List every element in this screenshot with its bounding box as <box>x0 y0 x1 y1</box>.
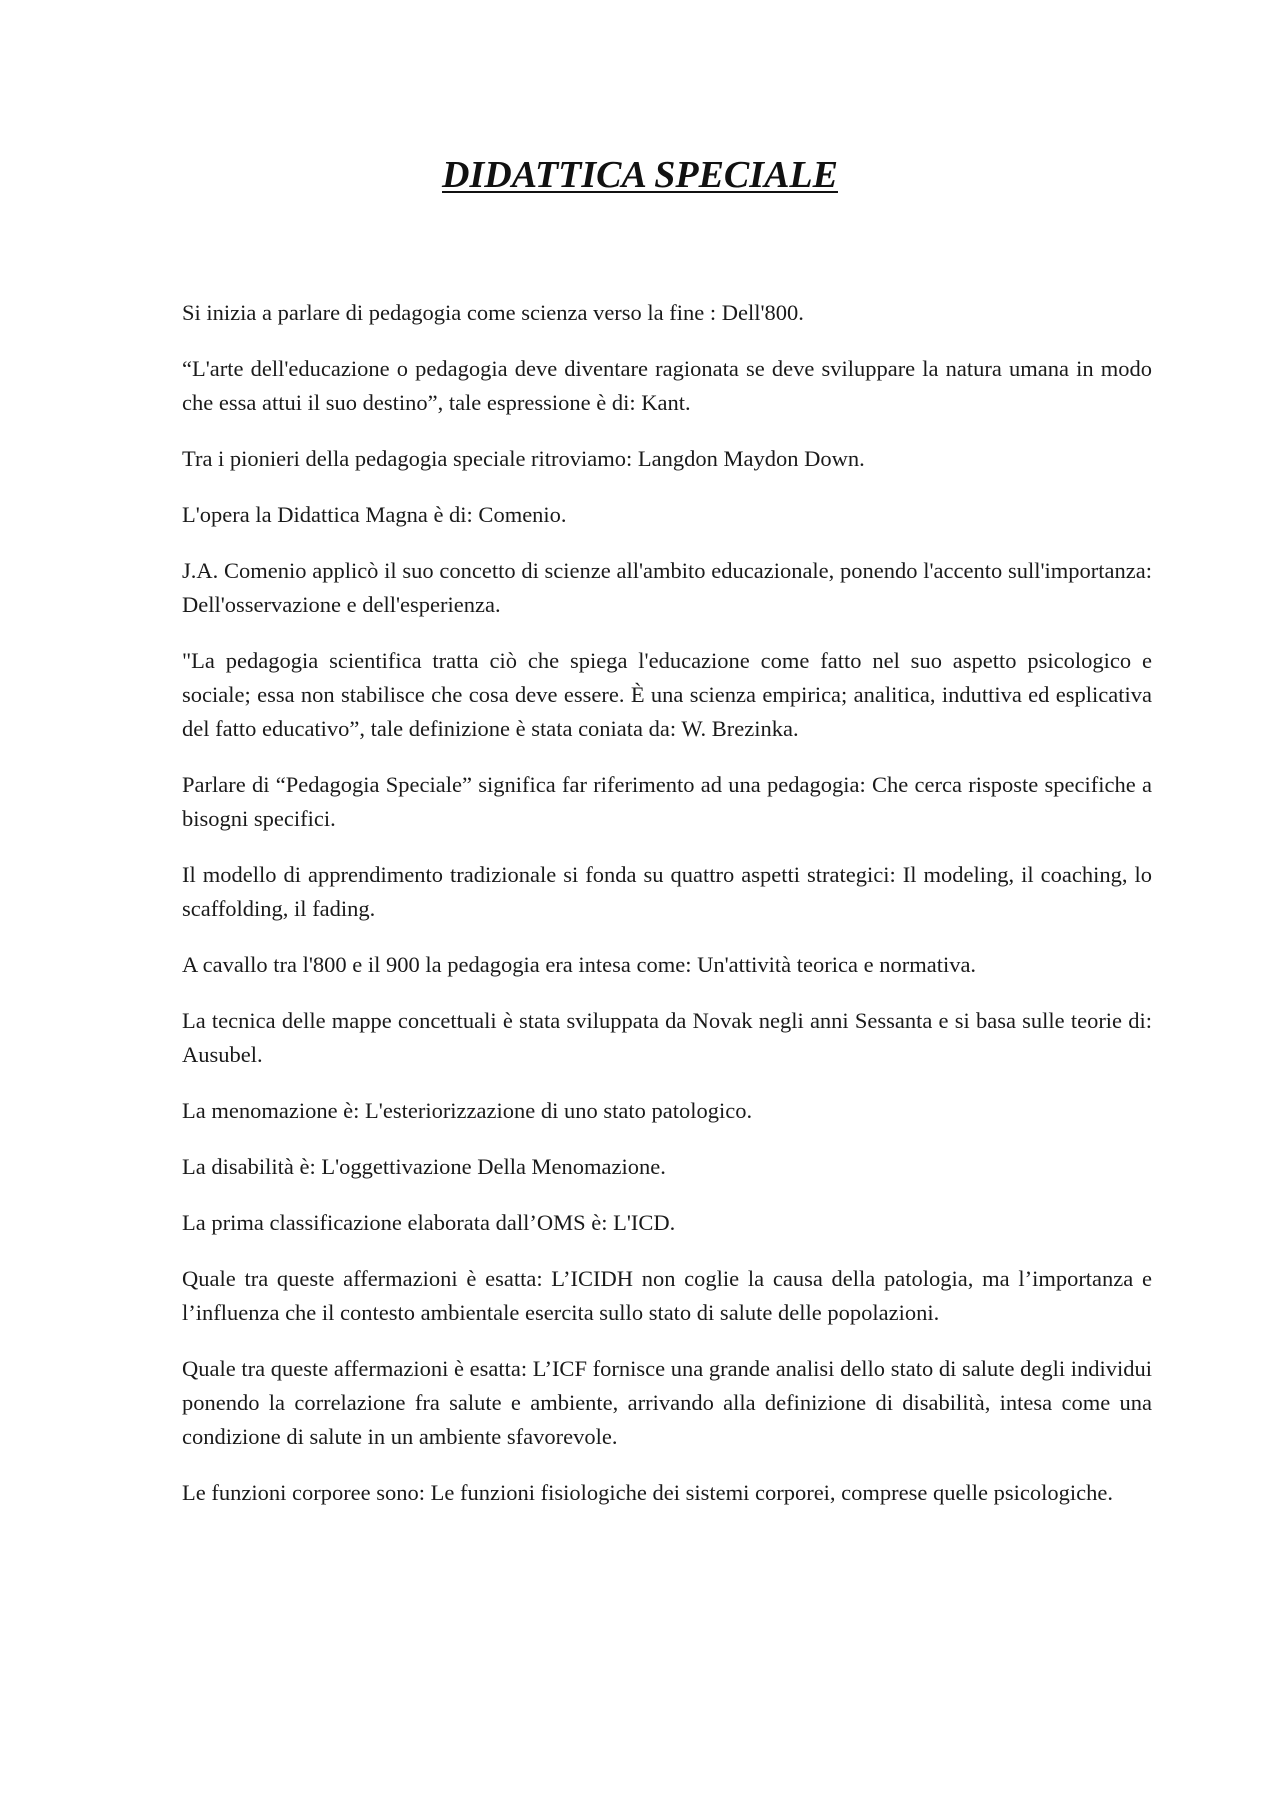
paragraph: Si inizia a parlare di pedagogia come scienza verso la fine : Dell'800. <box>182 300 804 325</box>
paragraph: L'opera la Didattica Magna è di: Comenio. <box>182 502 567 527</box>
paragraph: La tecnica delle mappe concettuali è stata sviluppata da Novak negli anni Sessanta e si basa sulle teorie di: Ausubel. <box>182 1008 1152 1067</box>
paragraph: Tra i pionieri della pedagogia speciale ritroviamo: Langdon Maydon Down. <box>182 446 865 471</box>
paragraph: Le funzioni corporee sono: Le funzioni fisiologiche dei sistemi corporei, comprese quelle psicologiche. <box>182 1480 1113 1505</box>
paragraph: Quale tra queste affermazioni è esatta: L’ICF fornisce una grande analisi dello stato di salute degli individui ponendo la correlazione fra salute e ambiente, arrivando alla definizione di disabilità, intesa come una condizione di salute in un ambiente sfavorevole. <box>182 1356 1152 1449</box>
paragraph: Parlare di “Pedagogia Speciale” significa far riferimento ad una pedagogia: Che cerca risposte specifiche a bisogni specifici. <box>182 772 1152 831</box>
paragraph: La prima classificazione elaborata dall’OMS è: L'ICD. <box>182 1210 676 1235</box>
paragraph: “L'arte dell'educazione o pedagogia deve diventare ragionata se deve sviluppare la natura umana in modo che essa attui il suo destino”, tale espressione è di: Kant. <box>182 356 1152 415</box>
paragraph: A cavallo tra l'800 e il 900 la pedagogia era intesa come: Un'attività teorica e normativa. <box>182 952 977 977</box>
paragraph: Quale tra queste affermazioni è esatta: L’ICIDH non coglie la causa della patologia, ma l’importanza e l’influenza che il contesto ambientale esercita sullo stato di salute delle popolazioni. <box>182 1266 1152 1325</box>
paragraph: "La pedagogia scientifica tratta ciò che spiega l'educazione come fatto nel suo aspetto psicologico e sociale; essa non stabilisce che cosa deve essere. È una scienza empirica; analitica, induttiva ed esplicativa del fatto educativo”, tale definizione è stata coniata da: W. Brezinka. <box>182 648 1152 741</box>
paragraph: Il modello di apprendimento tradizionale si fonda su quattro aspetti strategici: Il modeling, il coaching, lo scaffolding, il fading. <box>182 862 1152 921</box>
document-title: DIDATTICA SPECIALE <box>442 154 838 196</box>
paragraph: La menomazione è: L'esteriorizzazione di uno stato patologico. <box>182 1098 753 1123</box>
paragraph: J.A. Comenio applicò il suo concetto di scienze all'ambito educazionale, ponendo l'accento sull'importanza: Dell'osservazione e dell'esperienza. <box>182 558 1152 617</box>
document-body <box>182 296 1152 1532</box>
paragraph: La disabilità è: L'oggettivazione Della Menomazione. <box>182 1154 666 1179</box>
